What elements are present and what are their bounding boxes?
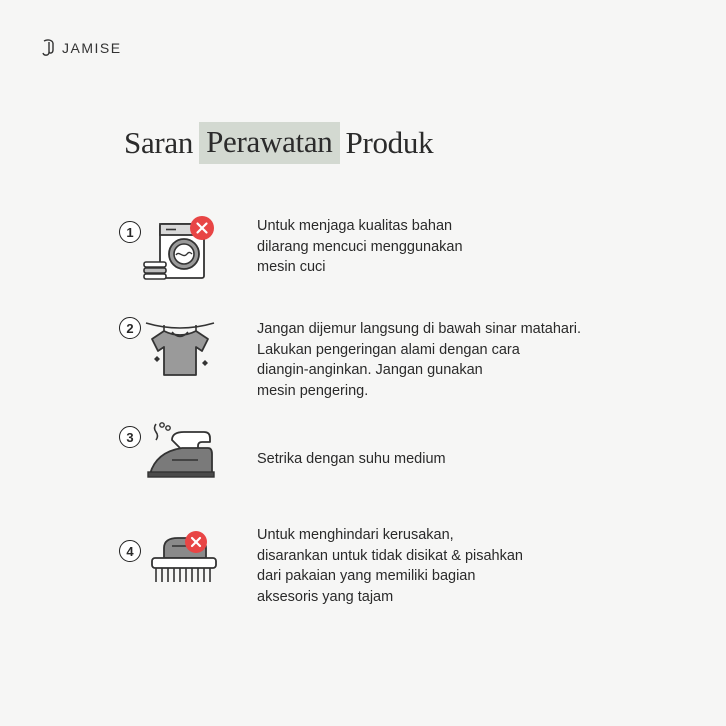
brush-prohibited-icon bbox=[148, 530, 228, 588]
step-number-2: 2 bbox=[119, 317, 141, 339]
text-line: diangin-anginkan. Jangan gunakan bbox=[257, 362, 483, 378]
text-line: mesin cuci bbox=[257, 259, 326, 275]
text-line: Untuk menghindari kerusakan, bbox=[257, 527, 454, 543]
text-line: dari pakaian yang memiliki bagian bbox=[257, 568, 476, 584]
page-title bbox=[124, 122, 433, 164]
step-number-4: 4 bbox=[119, 540, 141, 562]
title-highlight: Perawatan bbox=[199, 122, 339, 164]
care-item-1-text bbox=[257, 216, 463, 278]
washing-machine-prohibited-icon bbox=[142, 212, 218, 284]
title-part-3: Produk bbox=[345, 125, 434, 160]
text-line: Lakukan pengeringan alami dengan cara bbox=[257, 341, 520, 358]
care-item-3-text bbox=[257, 449, 446, 470]
text-line: Setrika dengan suhu medium bbox=[257, 451, 446, 467]
care-item-4-text bbox=[257, 525, 523, 607]
step-number-3: 3 bbox=[119, 426, 141, 448]
text-line: aksesoris yang tajam bbox=[257, 588, 394, 605]
care-item-2-text bbox=[257, 319, 581, 401]
hanging-shirt-icon bbox=[142, 315, 218, 383]
text-line: Untuk menjaga kualitas bahan bbox=[257, 218, 453, 234]
brand-logo bbox=[40, 38, 122, 58]
steam-iron-icon bbox=[142, 420, 218, 480]
brand-name: JAMISE bbox=[62, 40, 122, 56]
step-number-1: 1 bbox=[119, 221, 141, 243]
text-line: Jangan dijemur langsung di bawah sinar matahari. bbox=[257, 321, 582, 337]
text-line: disarankan untuk tidak disikat & pisahkan bbox=[257, 547, 523, 564]
leaf-logo-icon bbox=[40, 38, 58, 58]
text-line: mesin pengering. bbox=[257, 382, 369, 399]
title-part-1: Saran bbox=[124, 125, 194, 160]
text-line: dilarang mencuci menggunakan bbox=[257, 238, 463, 255]
